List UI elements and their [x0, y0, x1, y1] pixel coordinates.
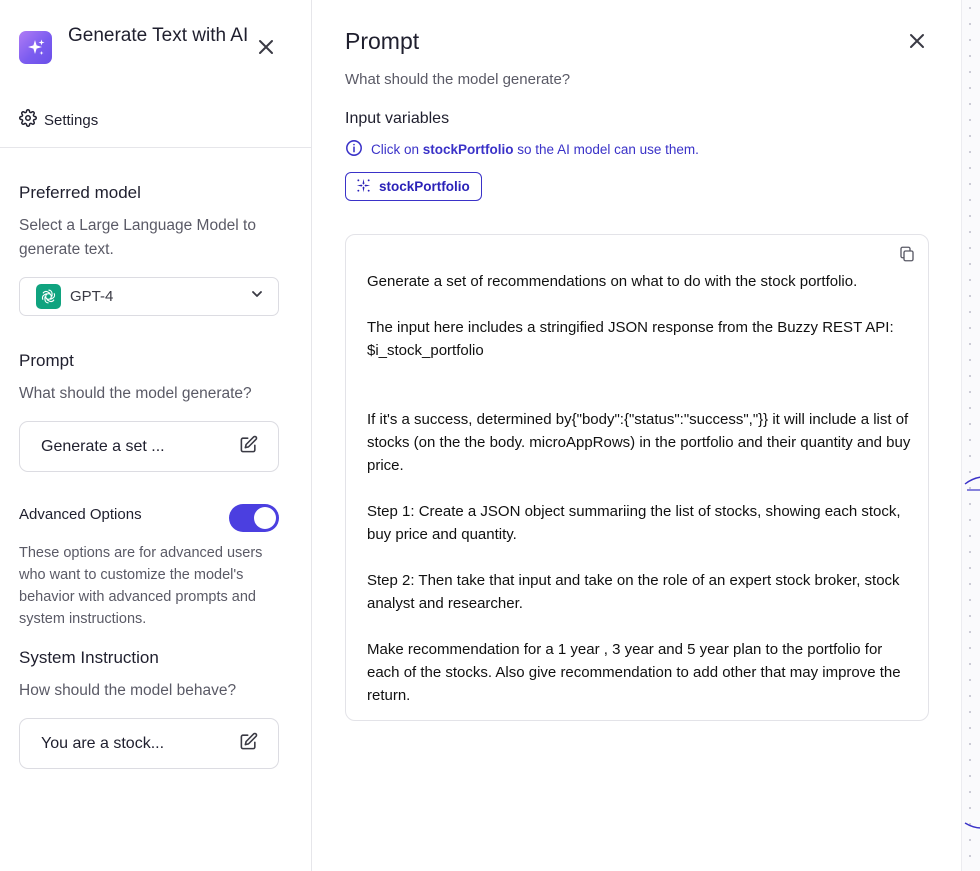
- prompt-paragraph: Step 2: Then take that input and take on the role of an expert stock broker, stock analyst and researcher.: [367, 572, 900, 612]
- panel-header: [19, 22, 289, 78]
- prompt-description: What should the model generate?: [19, 385, 252, 402]
- openai-icon: [36, 284, 61, 309]
- gear-icon: [19, 109, 37, 131]
- advanced-options-label: Advanced Options: [19, 506, 142, 523]
- system-instruction-field-value: You are a stock...: [41, 734, 165, 752]
- settings-label: Settings: [44, 111, 99, 129]
- prompt-editor-panel: [313, 0, 961, 871]
- model-selected-value: GPT-4: [70, 288, 114, 305]
- close-icon[interactable]: [908, 32, 926, 50]
- preferred-model-title: Preferred model: [19, 183, 141, 202]
- preferred-model-description: Select a Large Language Model to generate text.: [19, 217, 256, 258]
- chevron-down-icon: [250, 287, 264, 306]
- prompt-text-area[interactable]: [345, 234, 929, 721]
- left-panel: [0, 0, 312, 871]
- toggle-knob: [254, 507, 276, 529]
- copy-icon[interactable]: [898, 245, 916, 263]
- info-icon: [345, 139, 363, 160]
- prompt-field[interactable]: [19, 421, 279, 472]
- edit-icon[interactable]: [239, 435, 258, 459]
- variable-chip-stockportfolio[interactable]: [345, 172, 482, 201]
- hint-variable: stockPortfolio: [422, 142, 514, 157]
- canvas-background: [961, 0, 980, 871]
- edit-icon[interactable]: [239, 732, 258, 756]
- prompt-paragraph: The input here includes a stringified JSON response from the Buzzy REST API:: [367, 319, 894, 336]
- input-variables-hint: [345, 139, 699, 160]
- sparkle-icon: [19, 31, 52, 64]
- connector-lines: [962, 0, 980, 871]
- system-instruction-description: How should the model behave?: [19, 682, 237, 699]
- prompt-editor-title: Prompt: [345, 28, 420, 54]
- prompt-title: Prompt: [19, 351, 74, 370]
- advanced-options-description: These options are for advanced users who want to customize the model's behavior with advanced prompts and system instructions.: [19, 545, 263, 627]
- prompt-variable-reference: $i_stock_portfolio: [367, 342, 484, 359]
- system-instruction-title: System Instruction: [19, 648, 159, 667]
- prompt-paragraph: Step 1: Create a JSON object summariing the list of stocks, showing each stock, buy price and quantity.: [367, 503, 901, 543]
- prompt-paragraph: Generate a set of recommendations on what to do with the stock portfolio.: [367, 273, 858, 290]
- close-icon[interactable]: [257, 38, 275, 56]
- settings-link[interactable]: [19, 109, 98, 131]
- advanced-options-toggle[interactable]: [229, 504, 279, 532]
- hint-prefix: Click on: [371, 142, 423, 157]
- hint-text: [371, 142, 699, 157]
- model-select[interactable]: [19, 277, 279, 316]
- prompt-paragraph: If it's a success, determined by{"body":{"status":"success","}} it will include a list of stocks (on the the body. microAppRows) in the portfolio and their quantity and buy price.: [367, 411, 911, 474]
- prompt-editor-description: What should the model generate?: [345, 71, 571, 88]
- divider: [0, 147, 312, 148]
- system-instruction-field[interactable]: [19, 718, 279, 769]
- prompt-paragraph: Make recommendation for a 1 year , 3 year and 5 year plan to the portfolio for each of the stocks. Also give recommendation to add other that may improve the return.: [367, 641, 901, 704]
- hint-suffix: so the AI model can use them.: [513, 142, 699, 157]
- prompt-field-value: Generate a set ...: [41, 437, 165, 455]
- panel-title: Generate Text with AI: [68, 25, 249, 46]
- variable-chip-label: stockPortfolio: [379, 179, 470, 194]
- input-variables-title: Input variables: [345, 110, 450, 127]
- variable-icon: [356, 178, 371, 196]
- prompt-text: [367, 270, 912, 707]
